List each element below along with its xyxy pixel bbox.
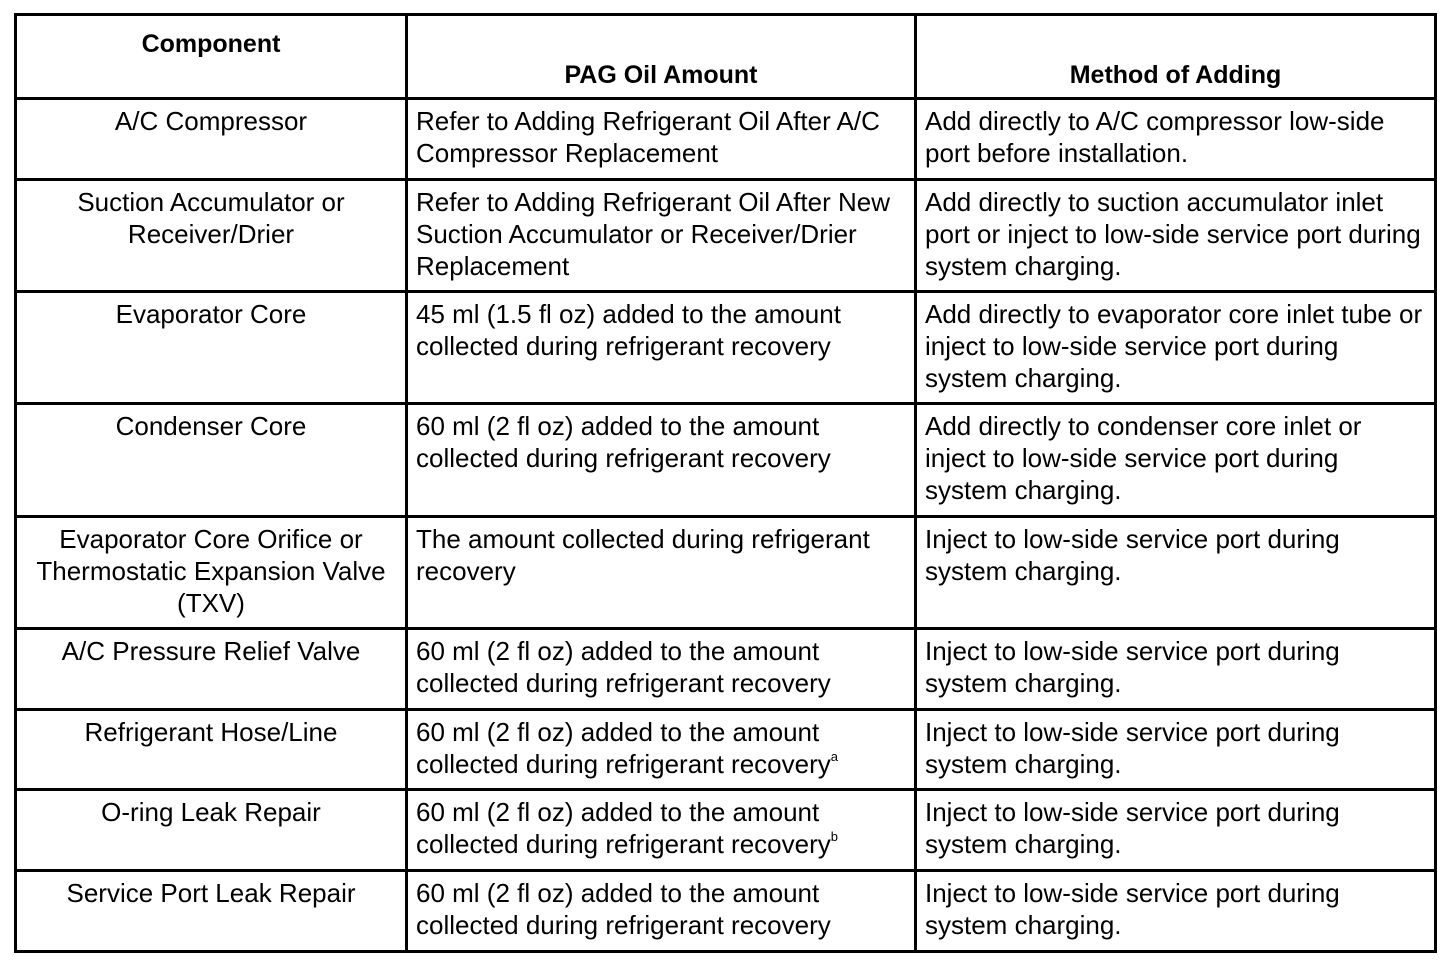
- table-row: [16, 292, 1436, 404]
- method-cell: Inject to low-side service port during system charging.: [916, 629, 1436, 710]
- table-row: [16, 180, 1436, 292]
- header-component: [16, 15, 407, 99]
- component-cell: Suction Accumulator or Receiver/Drier: [16, 180, 407, 292]
- amount-text: 60 ml (2 fl oz) added to the amount collected during refrigerant recovery: [416, 411, 831, 473]
- amount-text: Refer to Adding Refrigerant Oil After New Suction Accumulator or Receiver/Drier Replacement: [416, 187, 891, 281]
- table-row: [16, 517, 1436, 629]
- method-cell: Add directly to suction accumulator inlet port or inject to low-side service port during system charging.: [916, 180, 1436, 292]
- amount-cell: [407, 790, 916, 871]
- amount-cell: [407, 517, 916, 629]
- table-row: [16, 629, 1436, 710]
- component-cell: A/C Pressure Relief Valve: [16, 629, 407, 710]
- amount-cell: [407, 629, 916, 710]
- header-row: [16, 15, 1436, 99]
- header-method-label: Method of Adding: [1069, 61, 1282, 89]
- amount-cell: [407, 99, 916, 180]
- method-cell: Inject to low-side service port during system charging.: [916, 710, 1436, 790]
- method-cell: Add directly to condenser core inlet or inject to low-side service port during system charging.: [916, 404, 1436, 517]
- table-row: [16, 790, 1436, 871]
- amount-cell: [407, 180, 916, 292]
- component-cell: O-ring Leak Repair: [16, 790, 407, 871]
- footnote-marker: a: [830, 749, 838, 764]
- amount-text: Refer to Adding Refrigerant Oil After A/C Compressor Replacement: [416, 106, 880, 168]
- pag-oil-table: [14, 13, 1437, 953]
- amount-text: 45 ml (1.5 fl oz) added to the amount collected during refrigerant recovery: [416, 299, 841, 361]
- component-cell: Evaporator Core: [16, 292, 407, 404]
- table-row: [16, 99, 1436, 180]
- amount-cell: [407, 710, 916, 790]
- component-cell: Refrigerant Hose/Line: [16, 710, 407, 790]
- header-method: [916, 15, 1436, 99]
- amount-cell: [407, 871, 916, 952]
- header-pag-oil-amount-label: PAG Oil Amount: [564, 61, 758, 89]
- table-row: [16, 871, 1436, 952]
- method-cell: Inject to low-side service port during system charging.: [916, 517, 1436, 629]
- amount-text: 60 ml (2 fl oz) added to the amount collected during refrigerant recovery: [416, 797, 831, 859]
- header-pag-oil-amount: [407, 15, 916, 99]
- amount-cell: [407, 292, 916, 404]
- component-cell: Condenser Core: [16, 404, 407, 517]
- component-cell: Evaporator Core Orifice or Thermostatic Expansion Valve (TXV): [16, 517, 407, 629]
- amount-cell: [407, 404, 916, 517]
- method-cell: Inject to low-side service port during system charging.: [916, 790, 1436, 871]
- component-cell: A/C Compressor: [16, 99, 407, 180]
- header-component-label: Component: [141, 30, 281, 58]
- method-cell: Inject to low-side service port during system charging.: [916, 871, 1436, 952]
- table-row: [16, 710, 1436, 790]
- amount-text: 60 ml (2 fl oz) added to the amount collected during refrigerant recovery: [416, 636, 831, 698]
- component-cell: Service Port Leak Repair: [16, 871, 407, 952]
- table-row: [16, 404, 1436, 517]
- method-cell: Add directly to evaporator core inlet tube or inject to low-side service port during system charging.: [916, 292, 1436, 404]
- amount-text: 60 ml (2 fl oz) added to the amount collected during refrigerant recovery: [416, 717, 831, 779]
- footnote-marker: b: [830, 829, 838, 844]
- amount-text: 60 ml (2 fl oz) added to the amount collected during refrigerant recovery: [416, 878, 831, 940]
- method-cell: Add directly to A/C compressor low-side port before installation.: [916, 99, 1436, 180]
- amount-text: The amount collected during refrigerant recovery: [416, 524, 870, 586]
